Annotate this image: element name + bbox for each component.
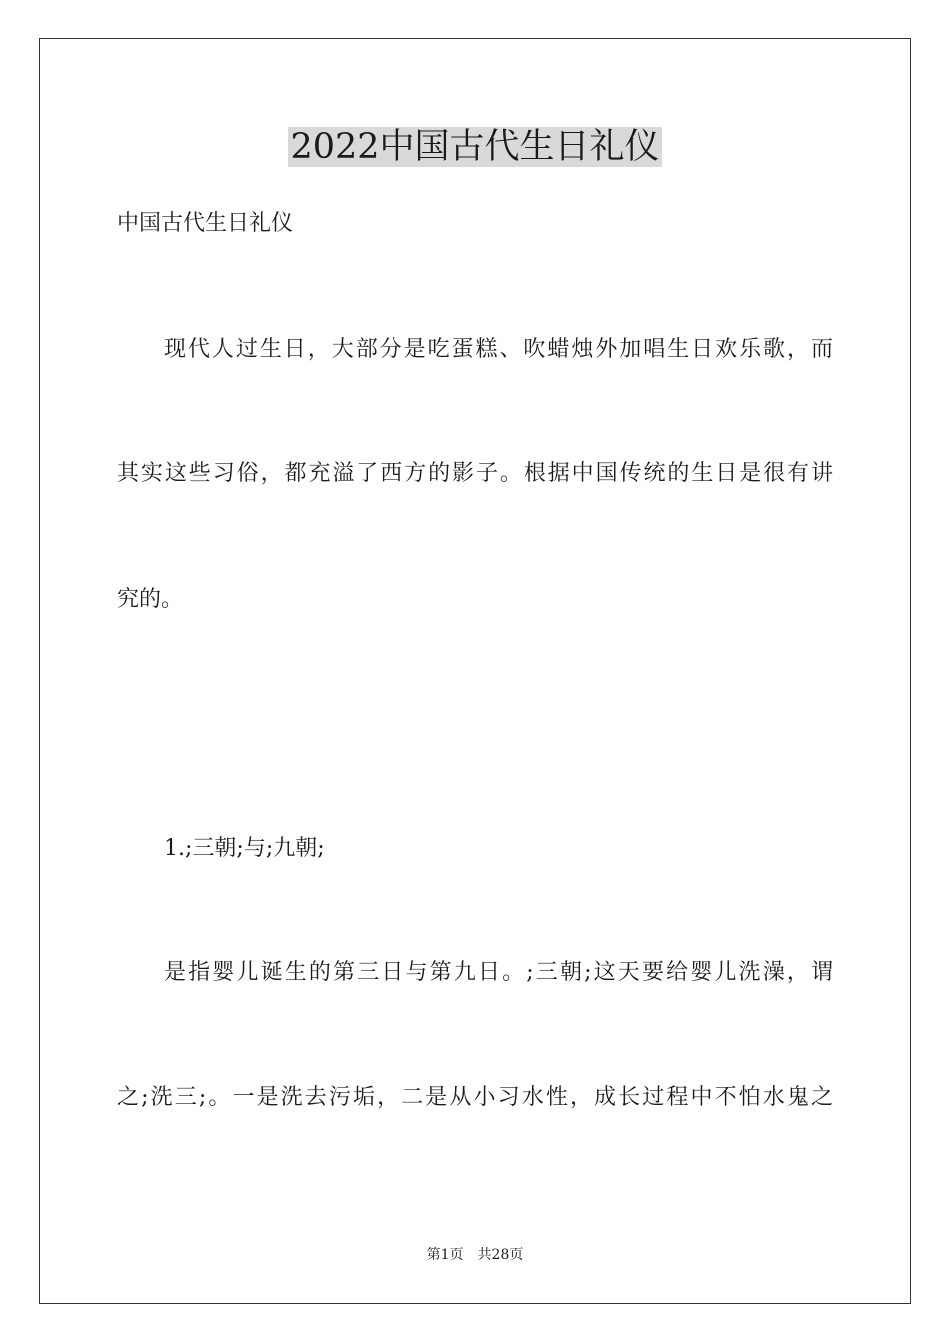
document-subtitle: 中国古代生日礼仪 — [117, 211, 294, 236]
document-title — [0, 122, 950, 172]
paragraph-1-line-1: 现代人过生日，大部分是吃蛋糕、吹蜡烛外加唱生日欢乐歌，而 — [164, 337, 833, 362]
paragraph-1-line-2: 其实这些习俗，都充溢了西方的影子。根据中国传统的生日是很有讲 — [117, 461, 833, 486]
page-footer — [0, 1245, 950, 1265]
page-number: 第1页 — [426, 1247, 464, 1263]
paragraph-2-line-2: 之;洗三;。一是洗去污垢，二是从小习水性，成长过程中不怕水鬼之 — [117, 1085, 833, 1110]
section-1-heading: 1.;三朝;与;九朝; — [164, 836, 325, 861]
paragraph-2-line-1: 是指婴儿诞生的第三日与第九日。;三朝;这天要给婴儿洗澡，谓 — [164, 960, 833, 985]
document-title-text: 2022中国古代生日礼仪 — [290, 127, 660, 167]
paragraph-1-line-3: 究的。 — [117, 587, 184, 612]
page-total: 共28页 — [477, 1247, 524, 1263]
